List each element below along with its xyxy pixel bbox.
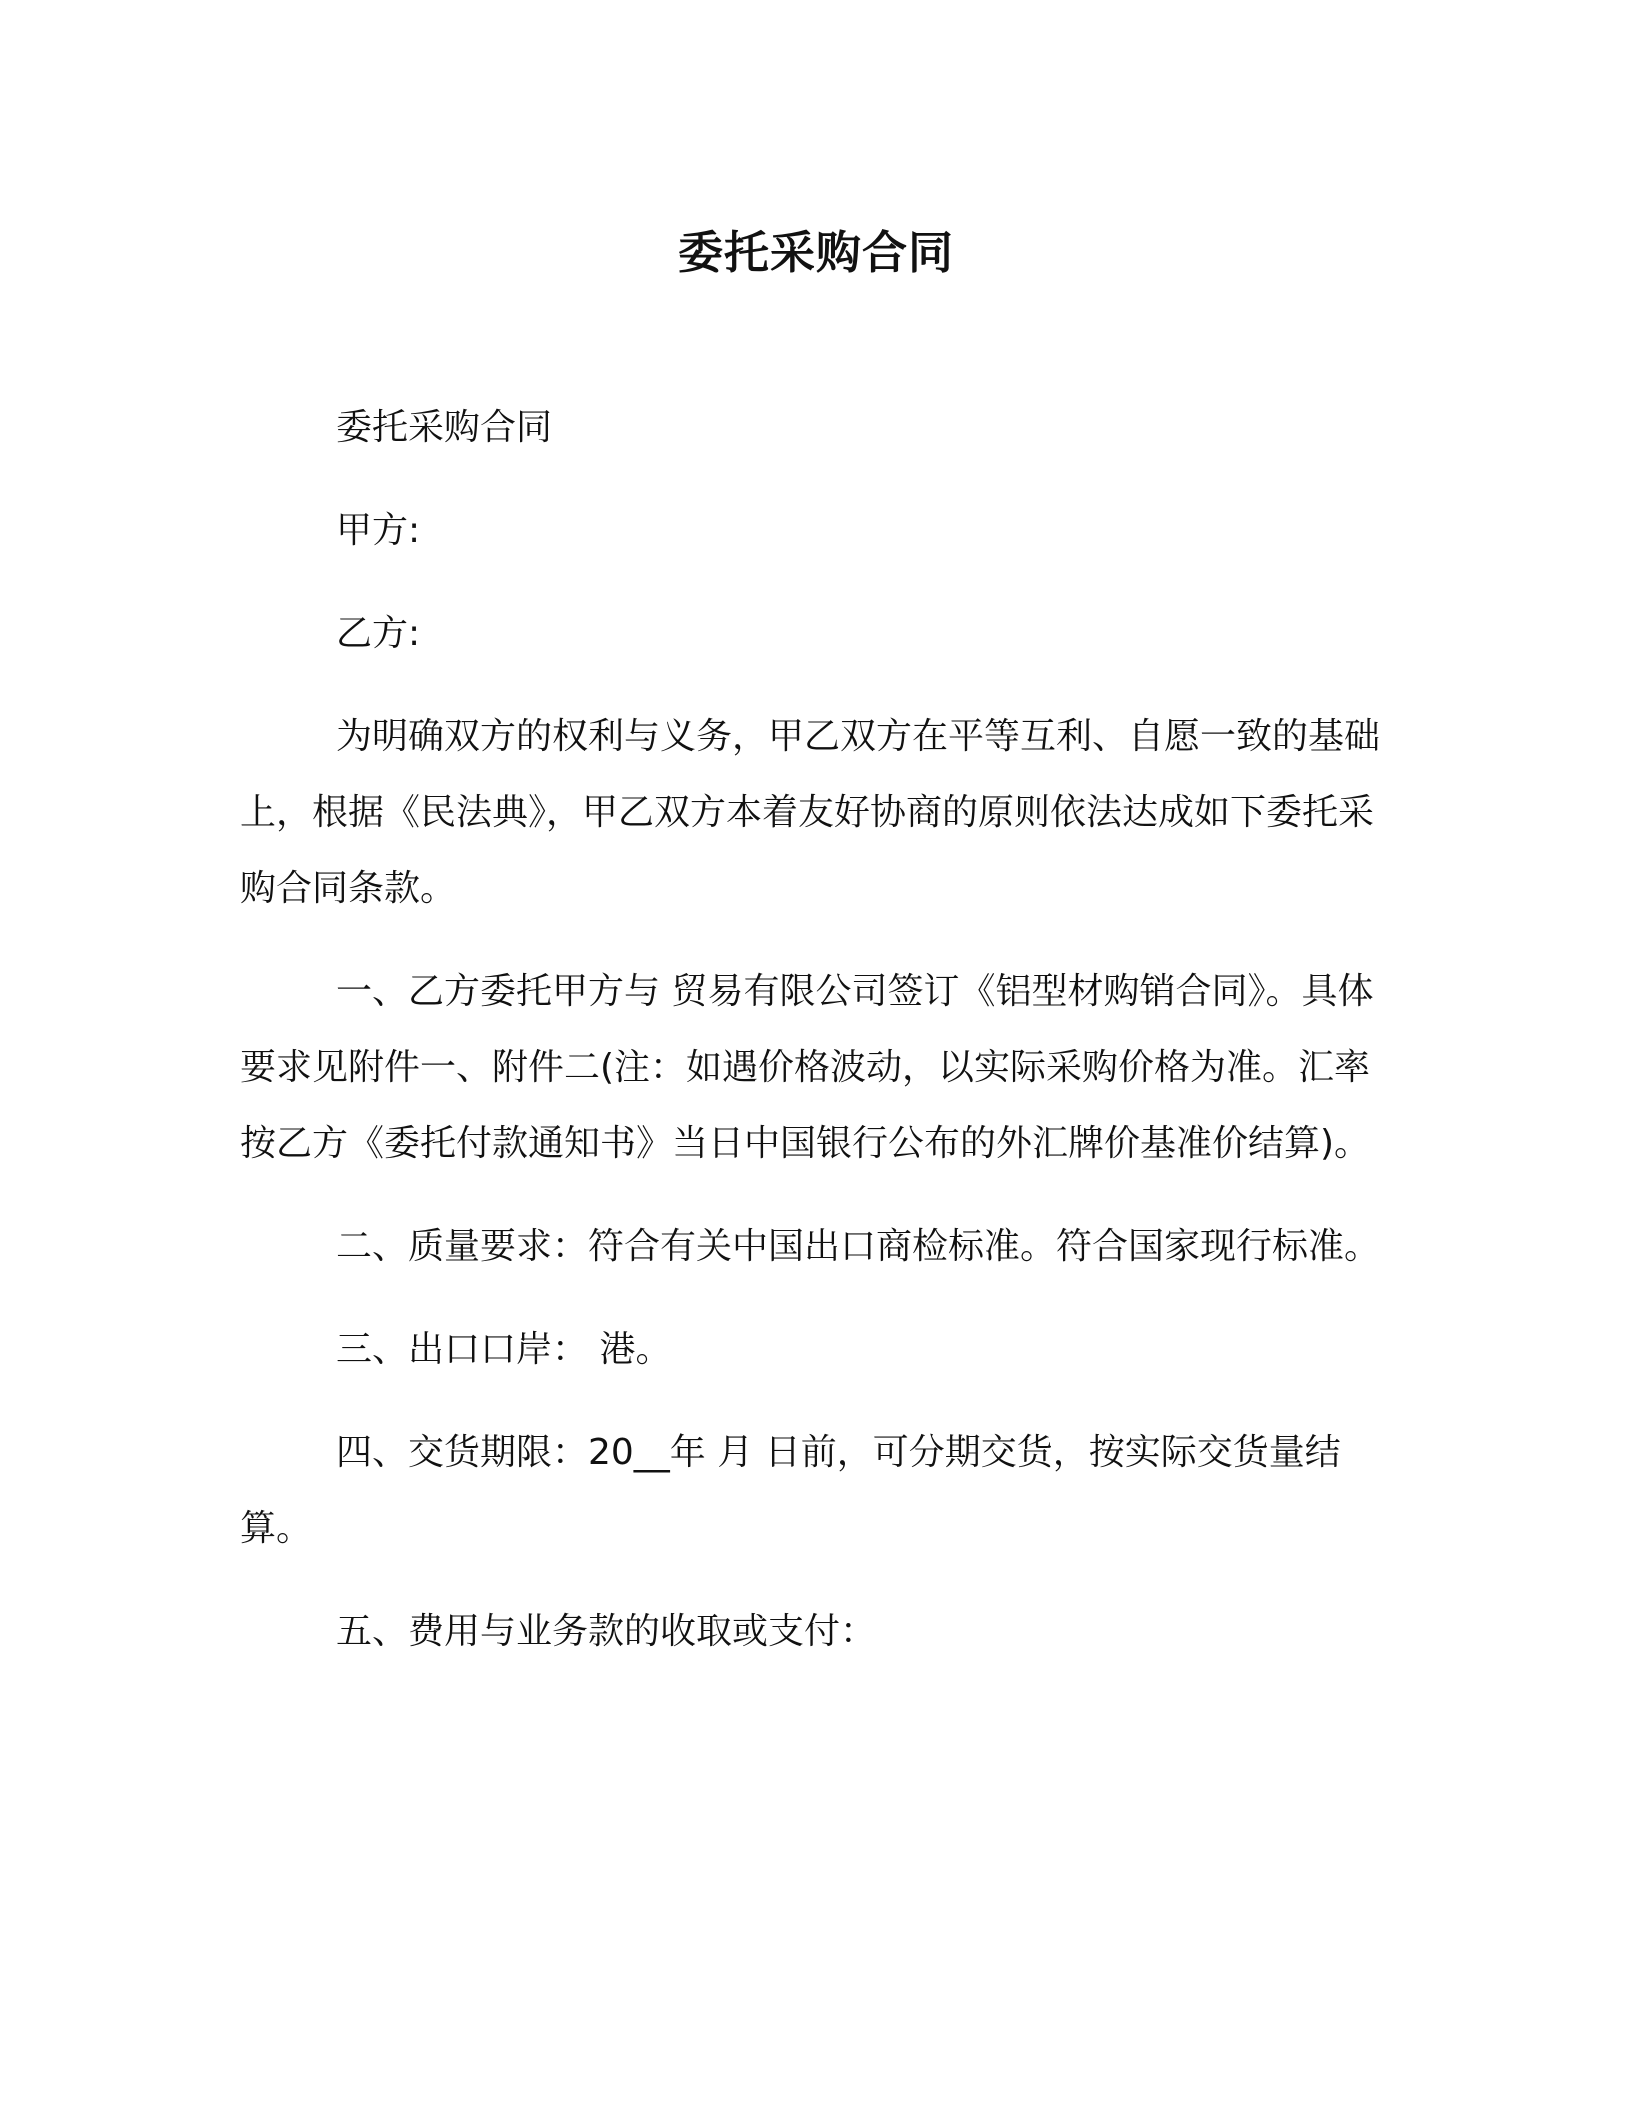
party-b-line: 乙方: xyxy=(336,613,421,654)
clause-4: 四、交货期限：20__年 月 日前，可分期交货，按实际交货量结算。 xyxy=(240,1432,1341,1549)
clause-5: 五、费用与业务款的收取或支付： xyxy=(336,1611,877,1652)
clause-1: 一、乙方委托甲方与 贸易有限公司签订《铝型材购销合同》。具体要求见附件一、附件二(注：如遇价格波动，以实际采购价格为准。汇率按乙方《委托付款通知书》当日中国银行公布的外汇牌价基准价结算)。 xyxy=(240,971,1374,1164)
party-a-line: 甲方: xyxy=(336,510,421,551)
clause-3: 三、出口口岸： 港。 xyxy=(336,1329,672,1370)
clause-2: 二、质量要求：符合有关中国出口商检标准。符合国家现行标准。 xyxy=(336,1226,1381,1267)
contract-heading: 委托采购合同 xyxy=(336,407,553,448)
document-title: 委托采购合同 xyxy=(677,226,954,279)
document-body xyxy=(240,390,1400,1697)
preamble-paragraph: 为明确双方的权利与义务，甲乙双方在平等互利、自愿一致的基础上，根据《民法典》，甲乙双方本着友好协商的原则依法达成如下委托采购合同条款。 xyxy=(240,716,1381,909)
